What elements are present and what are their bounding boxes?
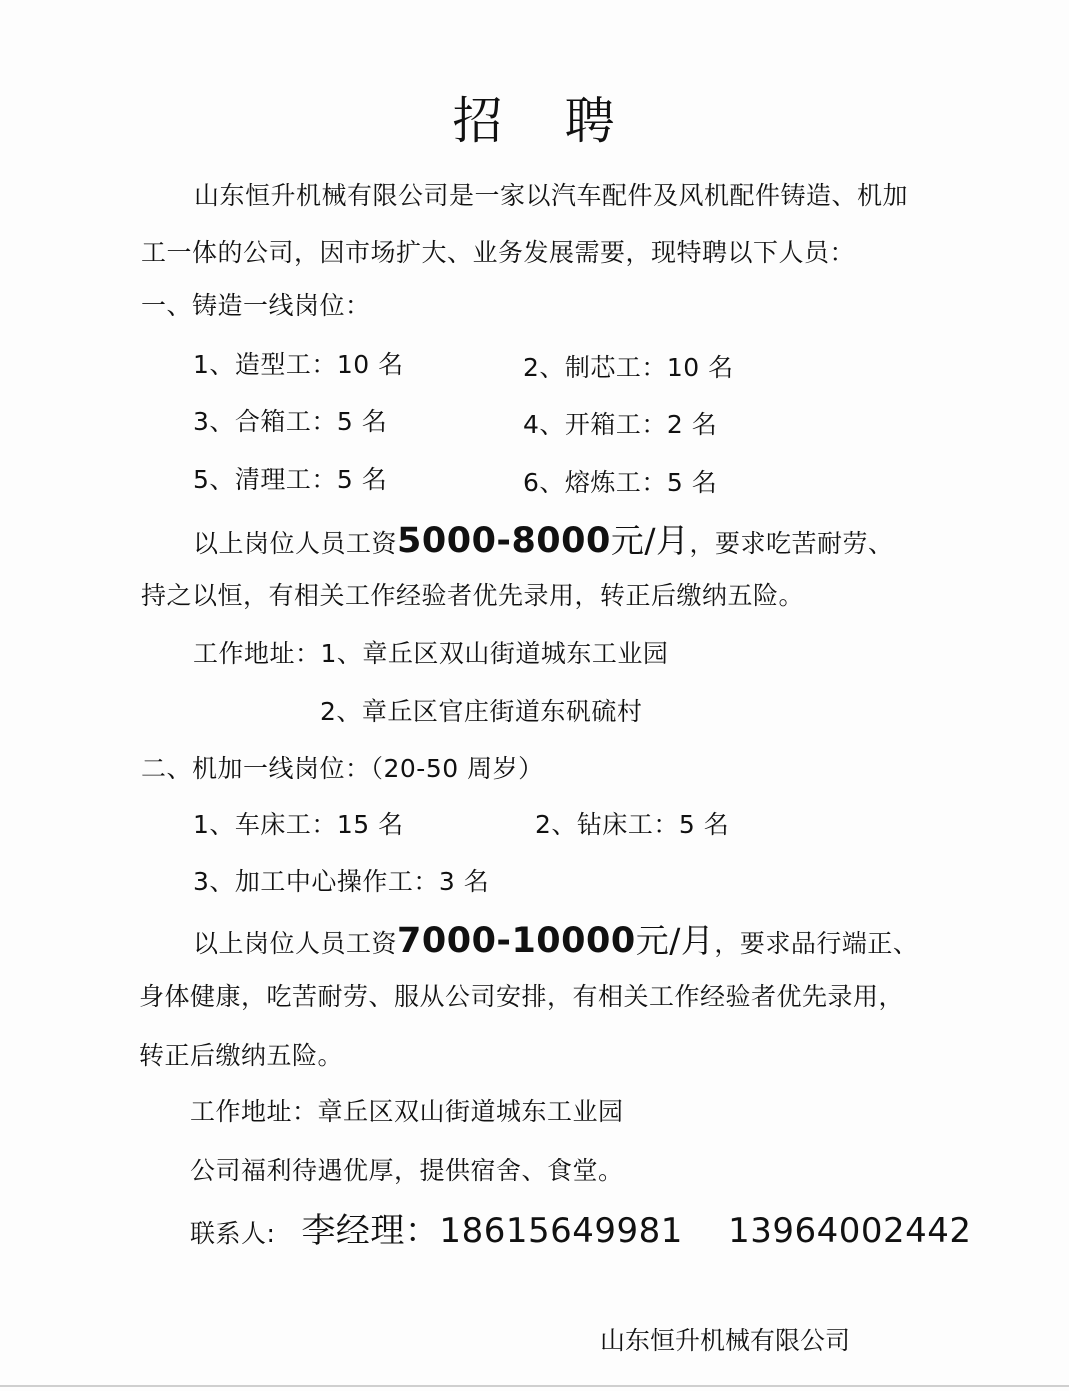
contact-line xyxy=(190,1211,972,1251)
section2-requirements-1: 身体健康，吃苦耐劳、服从公司安排，有相关工作经验者优先录用， xyxy=(139,982,905,1011)
position-molder: 1、造型工：10 名 xyxy=(193,350,404,379)
intro-line-2: 工一体的公司，因市场扩大、业务发展需要，现特聘以下人员： xyxy=(141,238,856,267)
position-core-maker: 2、制芯工：10 名 xyxy=(523,353,734,382)
section1-salary-line xyxy=(193,521,894,561)
intro-line-1: 山东恒升机械有限公司是一家以汽车配件及风机配件铸造、机加 xyxy=(194,181,909,210)
section2-requirements-2: 转正后缴纳五险。 xyxy=(139,1041,344,1070)
salary-prefix: 以上岗位人员工资 xyxy=(193,529,398,558)
salary-prefix: 以上岗位人员工资 xyxy=(193,929,398,958)
position-machining-center-operator: 3、加工中心操作工：3 名 xyxy=(193,867,490,896)
section2-address: 工作地址：章丘区双山街道城东工业园 xyxy=(190,1097,624,1126)
position-drill-operator: 2、钻床工：5 名 xyxy=(535,810,730,839)
position-cleaner: 5、清理工：5 名 xyxy=(193,465,388,494)
position-smelter: 6、熔炼工：5 名 xyxy=(523,468,718,497)
section2-salary-line xyxy=(193,921,919,961)
salary-range: 7000-10000 xyxy=(397,921,636,961)
section1-requirements: 持之以恒，有相关工作经验者优先录用，转正后缴纳五险。 xyxy=(141,581,805,610)
contact-name-phones: 李经理：18615649981 13964002442 xyxy=(301,1211,972,1251)
section1-heading: 一、铸造一线岗位： xyxy=(141,291,371,320)
page-edge-line xyxy=(0,1385,1069,1387)
salary-suffix: ，要求品行端正、 xyxy=(714,929,919,958)
salary-suffix: ，要求吃苦耐劳、 xyxy=(689,529,894,558)
section2-heading: 二、机加一线岗位：（20-50 周岁） xyxy=(141,754,544,783)
page-title xyxy=(0,92,1069,150)
title-char-2: 聘 xyxy=(564,92,617,150)
position-box-opener: 4、开箱工：2 名 xyxy=(523,410,718,439)
salary-range: 5000-8000 xyxy=(397,521,611,561)
salary-unit: 元/月 xyxy=(635,921,715,960)
salary-unit: 元/月 xyxy=(610,521,690,560)
section1-address-2: 2、章丘区官庄街道东矾硫村 xyxy=(320,697,643,726)
position-box-closer: 3、合箱工：5 名 xyxy=(193,407,388,436)
position-lathe-operator: 1、车床工：15 名 xyxy=(193,810,404,839)
benefits: 公司福利待遇优厚，提供宿舍、食堂。 xyxy=(190,1156,624,1185)
section1-address-1: 工作地址：1、章丘区双山街道城东工业园 xyxy=(193,639,669,668)
company-signature: 山东恒升机械有限公司 xyxy=(600,1326,851,1355)
contact-label: 联系人: xyxy=(190,1219,276,1248)
title-char-1: 招 xyxy=(452,92,505,150)
